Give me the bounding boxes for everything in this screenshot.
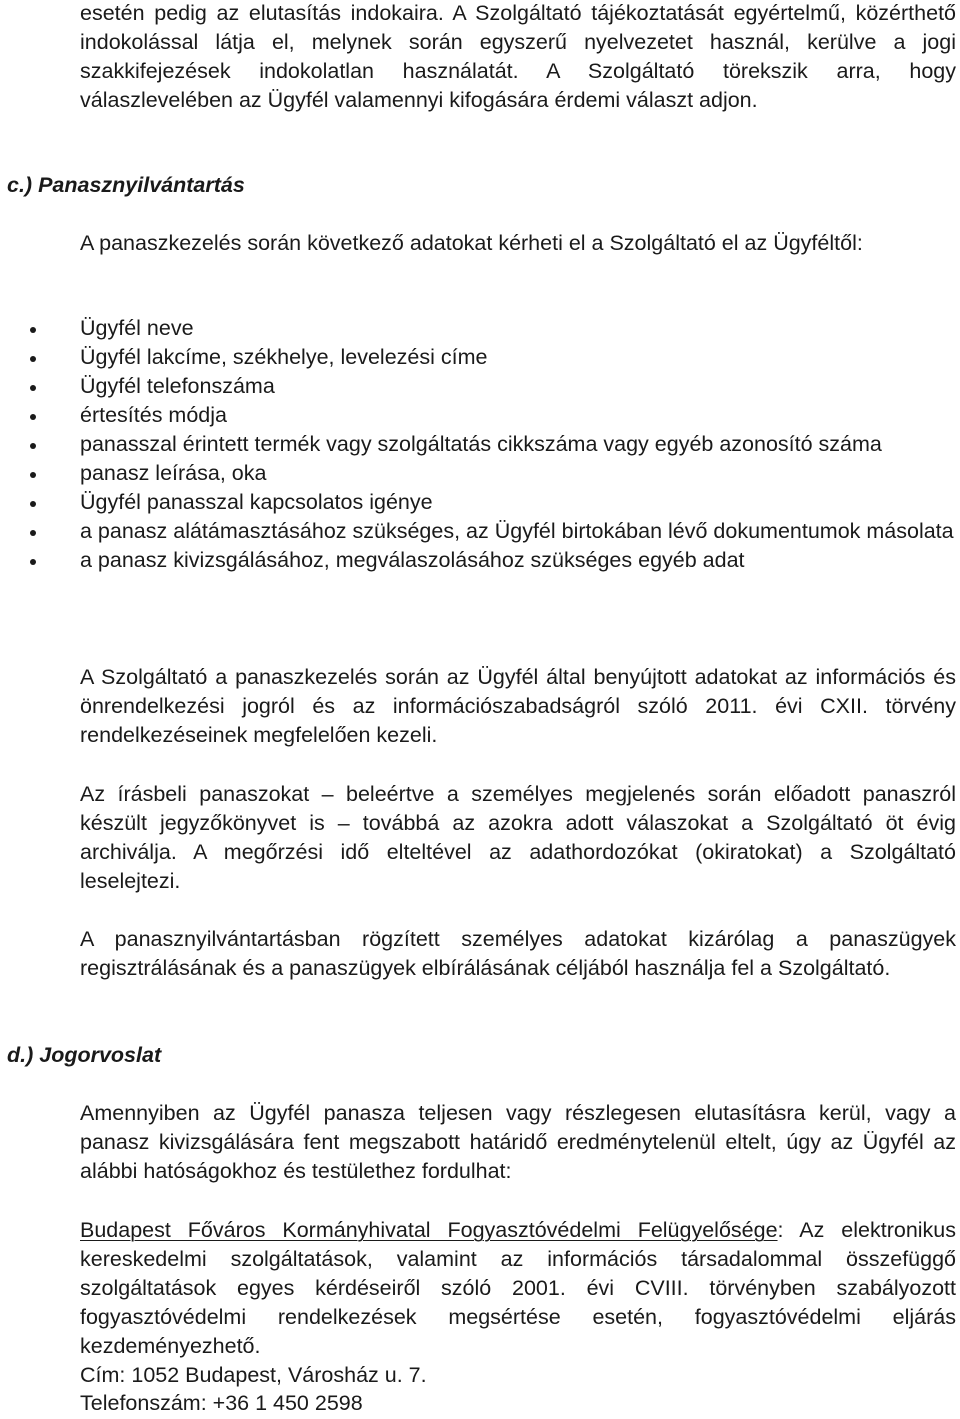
authority-name: Budapest Főváros Kormányhivatal Fogyasztóvédelmi Felügyelősége [80,1218,778,1242]
section-c-heading: c.) Panasznyilvántartás [7,173,245,197]
list-item: Ügyfél telefonszáma [0,372,956,401]
list-item: a panasz kivizsgálásához, megválaszolásához szükséges egyéb adat [0,546,956,575]
bullet-icon [30,559,36,565]
bullet-icon [30,327,36,333]
data-protection-paragraph: A Szolgáltató a panaszkezelés során az Ügyfél által benyújtott adatokat az információs és önrendelkezési jogról és az információszabadságról szóló 2011. évi CXII. törvény rendelkezéseinek megfelelően kezeli. [80,665,956,747]
list-item: értesítés módja [0,401,956,430]
bullet-icon [30,472,36,478]
list-item: a panasz alátámasztásához szükséges, az Ügyfél birtokában lévő dokumentumok másolata [0,517,956,546]
archiving-paragraph: Az írásbeli panaszokat – beleértve a személyes megjelenés során előadott panaszról készült jegyzőkönyvet is – továbbá az azokra adott válaszokat a Szolgáltató öt évig archiválja. A megőrzési idő elteltével az adathordozókat (okiratokat) a Szolgáltató leselejtezi. [80,782,956,893]
bullet-icon [30,443,36,449]
authority-paragraph [80,1216,956,1361]
authority-description: : Az elektronikus kereskedelmi szolgáltatások, valamint az információs társadalommal összefüggő szolgáltatások egyes kérdéseiről szóló 2001. évi CVIII. törvényben szabályozott fogyasztóvédelmi rendelkezések megsértése esetén, fogyasztóvédelmi eljárás kezdeményezhető. [80,1218,957,1358]
section-c-lead: A panaszkezelés során következő adatokat kérheti el a Szolgáltató el az Ügyféltől: [80,231,863,255]
list-item: panasszal érintett termék vagy szolgáltatás cikkszáma vagy egyéb azonosító száma [0,430,956,459]
data-items-list [0,314,956,575]
intro-paragraph: esetén pedig az elutasítás indokaira. A Szolgáltató tájékoztatását egyértelmű, közérthető indokolással látja el, melynek során egyszerű nyelvezetet használ, kerülve a jogi szakkifejezések indokolatlan használatát. A Szolgáltató törekszik arra, hogy válaszlevelében az Ügyfél valamennyi kifogására érdemi választ adjon. [80,1,956,112]
bullet-icon [30,356,36,362]
authority-phone: Telefonszám: +36 1 450 2598 [80,1391,363,1415]
list-item: Ügyfél neve [0,314,956,343]
authority-address: Cím: 1052 Budapest, Városház u. 7. [80,1363,427,1387]
list-item: Ügyfél lakcíme, székhelye, levelezési címe [0,343,956,372]
bullet-icon [30,414,36,420]
register-purpose-paragraph: A panasznyilvántartásban rögzített személyes adatokat kizárólag a panaszügyek regisztrálásának és a panaszügyek elbírálásának céljából használja fel a Szolgáltató. [80,927,956,980]
section-d-heading: d.) Jogorvoslat [7,1043,162,1067]
list-item: Ügyfél panasszal kapcsolatos igénye [0,488,956,517]
bullet-icon [30,385,36,391]
bullet-icon [30,501,36,507]
list-item: panasz leírása, oka [0,459,956,488]
bullet-icon [30,530,36,536]
remedy-paragraph: Amennyiben az Ügyfél panasza teljesen vagy részlegesen elutasításra kerül, vagy a panasz kivizsgálására fent megszabott határidő eredménytelenül eltelt, úgy az Ügyfél az alábbi hatóságokhoz és testülethez fordulhat: [80,1101,956,1183]
